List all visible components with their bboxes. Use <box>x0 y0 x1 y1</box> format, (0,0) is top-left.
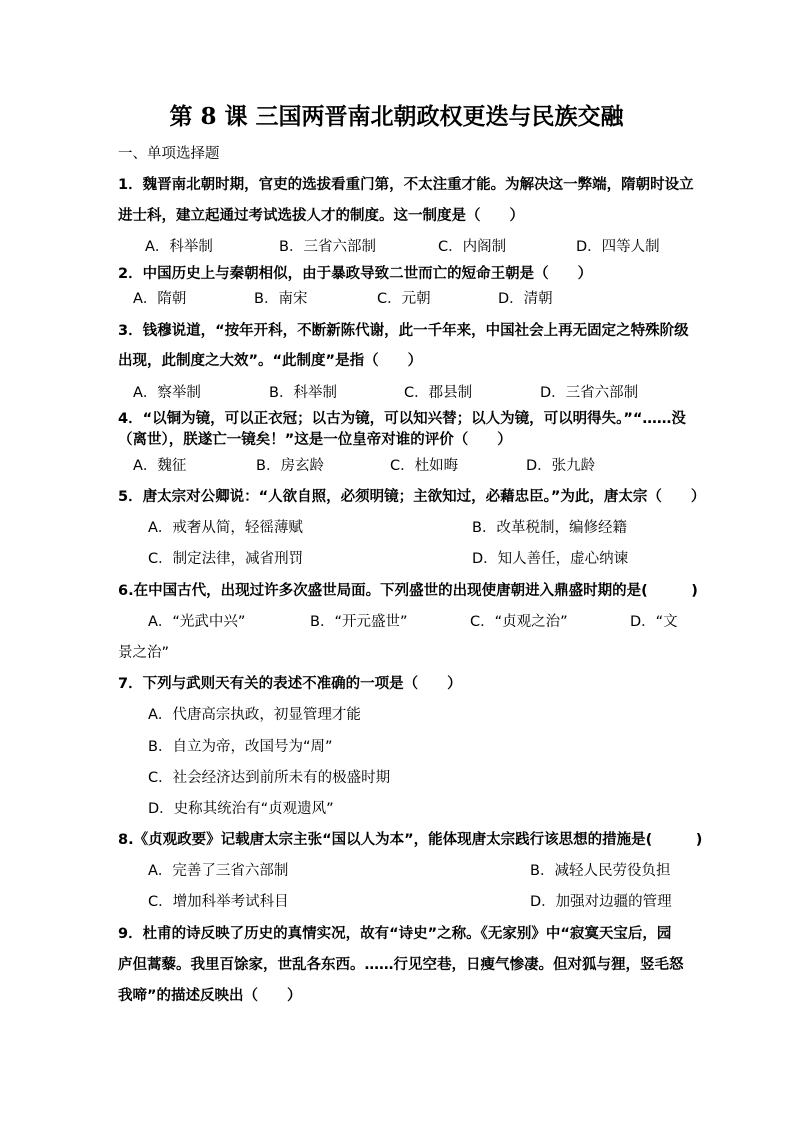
question-8-option-b: B．减轻人民劳役负担 <box>530 863 671 879</box>
question-6-option-b: B．“开元盛世” <box>310 614 408 630</box>
question-1-option-d: D．四等人制 <box>576 239 660 255</box>
question-1-stem-line-1: 1．魏晋南北朝时期，官吏的选拔看重门第，不太注重才能。为解决这一弊端，隋朝时设立 <box>118 177 694 193</box>
question-3-option-a: A．察举制 <box>133 385 201 401</box>
question-7-stem-line-1: 7．下列与武则天有关的表述不准确的一项是（ ） <box>118 676 462 692</box>
question-3-stem-line-1: 3．钱穆说道，“按年开科，不断新陈代谢，此一千年来，中国社会上再无固定之特殊阶级 <box>118 323 689 339</box>
question-6-option-c: C．“贞观之治” <box>470 614 568 630</box>
question-2-stem-line-1: 2．中国历史上与秦朝相似，由于暴政导致二世而亡的短命王朝是（ ） <box>118 266 593 282</box>
question-5-option-d: D．知人善任，虚心纳谏 <box>472 551 629 567</box>
question-9-stem-line-2: 庐但蒿藜。我里百馀家，世乱各东西。……行见空巷，日瘦气惨凄。但对狐与狸，竖毛怒 <box>118 957 684 973</box>
question-3-option-d: D．三省六部制 <box>540 385 639 401</box>
page-title: 第 8 课 三国两晋南北朝政权更迭与民族交融 <box>169 103 624 130</box>
question-4-option-a: A．魏征 <box>133 458 187 474</box>
question-1-option-c: C．内阁制 <box>438 239 507 255</box>
question-8-stem-line-1: 8.《贞观政要》记载唐太宗主张“国以人为本”，能体现唐太宗践行该思想的措施是( ) <box>118 832 703 848</box>
question-9-stem-line-1: 9．杜甫的诗反映了历史的真情实况，故有“诗史”之称。《无家别》中“寂寞天宝后，园 <box>118 926 672 942</box>
question-6-option-d: D．“文 <box>630 614 678 630</box>
question-2-option-c: C．元朝 <box>377 291 431 307</box>
question-6-stem-line-1: 6.在中国古代，出现过许多次盛世局面。下列盛世的出现使唐朝进入鼎盛时期的是( ) <box>118 583 698 599</box>
question-4-stem-line-2: （离世），朕遂亡一镜矣！”这是一位皇帝对谁的评价（ ） <box>118 432 512 448</box>
question-7-option-a: A．代唐高宗执政，初显管理才能 <box>148 707 361 723</box>
question-4-stem-line-1: 4．“以铜为镜，可以正衣冠；以古为镜，可以知兴替；以人为镜，可以明得失。”“……没 <box>118 411 686 427</box>
question-2-option-b: B．南宋 <box>254 291 308 307</box>
question-3-option-c: C．郡县制 <box>404 385 473 401</box>
question-1-option-b: B．三省六部制 <box>279 239 376 255</box>
question-4-option-d: D．张九龄 <box>526 458 596 474</box>
question-1-option-a: A．科举制 <box>145 239 213 255</box>
question-3-option-b: B．科举制 <box>269 385 337 401</box>
question-7-option-b: B．自立为帝，改国号为“周” <box>148 739 333 755</box>
question-5-option-b: B．改革税制，编修经籍 <box>472 520 627 536</box>
question-8-option-c: C．增加科举考试科目 <box>148 894 289 910</box>
question-9-stem-line-3: 我啼”的描述反映出（ ） <box>118 988 302 1004</box>
question-5-stem-line-1: 5．唐太宗对公卿说：“人欲自照，必须明镜；主欲知过，必藉忠臣。”为此，唐太宗（ ） <box>118 489 706 505</box>
question-8-option-a: A．完善了三省六部制 <box>148 863 289 879</box>
question-8-option-d: D．加强对边疆的管理 <box>530 894 672 910</box>
question-5-option-a: A．戒奢从简，轻徭薄赋 <box>148 520 303 536</box>
question-3-stem-line-2: 出现，此制度之大效”。“此制度”是指（ ） <box>118 353 423 369</box>
section-heading: 一、单项选择题 <box>118 146 220 162</box>
question-2-option-a: A．隋朝 <box>133 291 187 307</box>
question-4-option-b: B．房玄龄 <box>256 458 324 474</box>
question-6-option-d-continued: 景之治” <box>118 645 170 661</box>
question-4-option-c: C．杜如晦 <box>390 458 459 474</box>
question-1-stem-line-2: 进士科，建立起通过考试选拔人才的制度。这一制度是（ ） <box>118 208 524 224</box>
question-5-option-c: C．制定法律，减省刑罚 <box>148 551 304 567</box>
question-6-option-a: A．“光武中兴” <box>148 614 246 630</box>
question-7-option-c: C．社会经济达到前所未有的极盛时期 <box>148 770 391 786</box>
question-7-option-d: D．史称其统治有“贞观遗风” <box>148 801 334 817</box>
question-2-option-d: D．清朝 <box>498 291 553 307</box>
